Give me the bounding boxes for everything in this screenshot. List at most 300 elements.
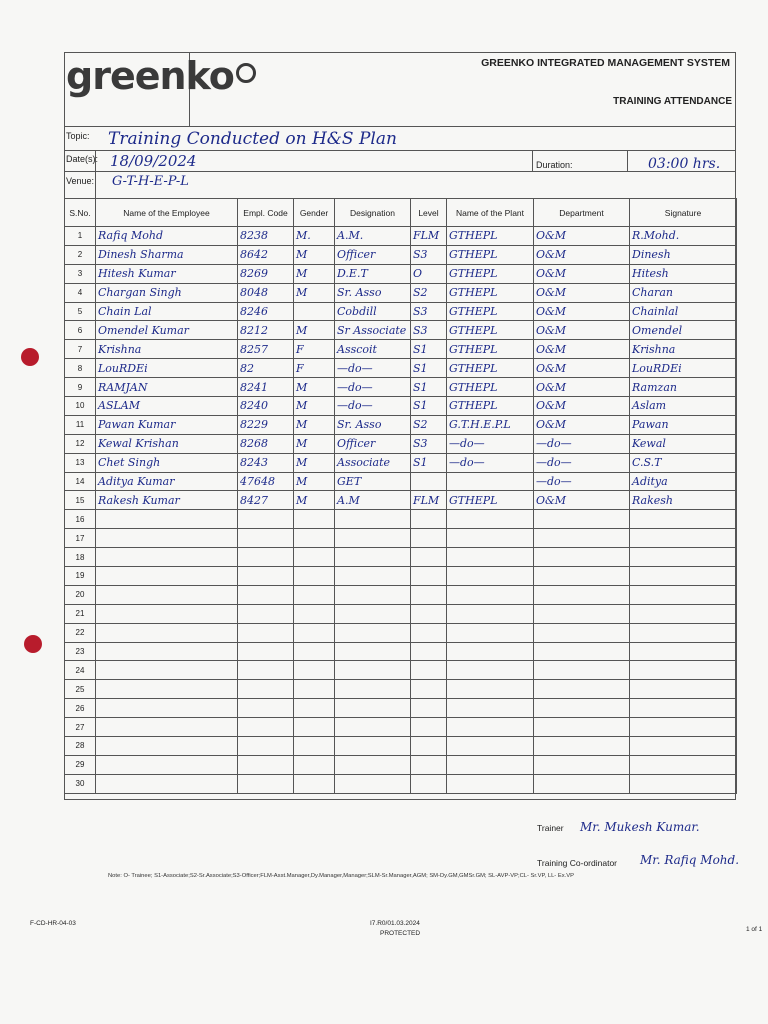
- employee-name: Hitesh Kumar: [96, 264, 238, 283]
- gender: M: [294, 453, 335, 472]
- greenko-logo: greenko: [66, 54, 256, 98]
- row-number: 22: [65, 623, 96, 642]
- level: [411, 642, 447, 661]
- row-number: 5: [65, 302, 96, 321]
- employee-code: 47648: [238, 472, 294, 491]
- level: [411, 699, 447, 718]
- employee-code: [238, 680, 294, 699]
- department: [534, 510, 630, 529]
- gender: [294, 718, 335, 737]
- employee-code: 8268: [238, 434, 294, 453]
- signature: Pawan: [630, 415, 737, 434]
- column-header: Department: [534, 199, 630, 227]
- level-legend-note: Note: O- Trainee; S1-Associate;S2-Sr.Associate;S3-Officer;FLM-Asst.Manager,Dy.Manager,Manager;SLM-Sr.Manager,AGM; SM-Dy.GM,GMSr.GM; SL-AVP-VP;CL- Sr.VP, LL- Ex.VP: [108, 873, 574, 879]
- row-number: 27: [65, 718, 96, 737]
- plant-name: [447, 585, 534, 604]
- gender: M: [294, 397, 335, 416]
- table-row: [65, 321, 737, 340]
- signature: Omendel: [630, 321, 737, 340]
- signature: C.S.T: [630, 453, 737, 472]
- plant-name: —do—: [447, 453, 534, 472]
- level: [411, 472, 447, 491]
- designation: —do—: [335, 397, 411, 416]
- row-number: 28: [65, 737, 96, 756]
- employee-name: Omendel Kumar: [96, 321, 238, 340]
- row-number: 26: [65, 699, 96, 718]
- gender: M.: [294, 227, 335, 246]
- department: [534, 737, 630, 756]
- gender: [294, 585, 335, 604]
- designation: [335, 623, 411, 642]
- row-number: 10: [65, 397, 96, 416]
- coordinator-value: Mr. Rafiq Mohd.: [640, 853, 740, 867]
- document-title: TRAINING ATTENDANCE: [613, 96, 732, 107]
- table-row: [65, 397, 737, 416]
- department: —do—: [534, 434, 630, 453]
- level: [411, 755, 447, 774]
- level: S1: [411, 378, 447, 397]
- divider: [64, 171, 736, 172]
- designation: [335, 699, 411, 718]
- department: O&M: [534, 378, 630, 397]
- signature: [630, 604, 737, 623]
- plant-name: GTHEPL: [447, 283, 534, 302]
- system-title: GREENKO INTEGRATED MANAGEMENT SYSTEM: [481, 57, 730, 69]
- department: [534, 585, 630, 604]
- gender: M: [294, 245, 335, 264]
- gender: [294, 548, 335, 567]
- employee-code: 8048: [238, 283, 294, 302]
- gender: M: [294, 472, 335, 491]
- plant-name: —do—: [447, 434, 534, 453]
- signature: [630, 567, 737, 586]
- row-number: 18: [65, 548, 96, 567]
- gender: M: [294, 378, 335, 397]
- gender: [294, 642, 335, 661]
- employee-name: Aditya Kumar: [96, 472, 238, 491]
- gender: M: [294, 415, 335, 434]
- designation: [335, 567, 411, 586]
- gender: M: [294, 264, 335, 283]
- table-row: [65, 680, 737, 699]
- plant-name: [447, 737, 534, 756]
- employee-code: 8642: [238, 245, 294, 264]
- level: S1: [411, 340, 447, 359]
- employee-code: 8238: [238, 227, 294, 246]
- gender: [294, 302, 335, 321]
- plant-name: [447, 661, 534, 680]
- gender: [294, 680, 335, 699]
- page-number: 1 of 1: [746, 926, 763, 933]
- employee-name: [96, 623, 238, 642]
- employee-name: [96, 604, 238, 623]
- designation: [335, 585, 411, 604]
- plant-name: GTHEPL: [447, 227, 534, 246]
- attendance-table: [64, 198, 737, 794]
- plant-name: GTHEPL: [447, 491, 534, 510]
- plant-name: GTHEPL: [447, 302, 534, 321]
- gender: M: [294, 491, 335, 510]
- designation: [335, 642, 411, 661]
- date-value: 18/09/2024: [110, 152, 197, 170]
- duration-value: 03:00 hrs.: [648, 156, 721, 172]
- date-label: Date(s):: [66, 154, 99, 164]
- table-row: [65, 548, 737, 567]
- column-header: Designation: [335, 199, 411, 227]
- row-number: 19: [65, 567, 96, 586]
- table-row: [65, 604, 737, 623]
- plant-name: [447, 699, 534, 718]
- department: —do—: [534, 472, 630, 491]
- employee-code: 8240: [238, 397, 294, 416]
- department: [534, 548, 630, 567]
- row-number: 30: [65, 774, 96, 793]
- divider: [532, 150, 533, 171]
- column-header: Signature: [630, 199, 737, 227]
- employee-name: Pawan Kumar: [96, 415, 238, 434]
- column-header: S.No.: [65, 199, 96, 227]
- level: S1: [411, 397, 447, 416]
- plant-name: [447, 623, 534, 642]
- table-row: [65, 699, 737, 718]
- employee-code: [238, 642, 294, 661]
- gender: [294, 737, 335, 756]
- coordinator-label: Training Co-ordinator: [537, 858, 617, 868]
- signature: [630, 510, 737, 529]
- row-number: 15: [65, 491, 96, 510]
- employee-name: [96, 548, 238, 567]
- plant-name: [447, 774, 534, 793]
- designation: [335, 718, 411, 737]
- gender: F: [294, 359, 335, 378]
- signature: [630, 548, 737, 567]
- employee-code: [238, 718, 294, 737]
- level: S3: [411, 321, 447, 340]
- row-number: 16: [65, 510, 96, 529]
- duration-label: Duration:: [536, 160, 573, 170]
- table-row: [65, 472, 737, 491]
- department: [534, 680, 630, 699]
- employee-code: 8427: [238, 491, 294, 510]
- plant-name: [447, 472, 534, 491]
- employee-code: [238, 567, 294, 586]
- designation: [335, 510, 411, 529]
- department: O&M: [534, 227, 630, 246]
- employee-code: 82: [238, 359, 294, 378]
- department: [534, 661, 630, 680]
- trainer-label: Trainer: [537, 823, 564, 833]
- employee-name: [96, 510, 238, 529]
- plant-name: GTHEPL: [447, 340, 534, 359]
- employee-code: [238, 737, 294, 756]
- row-number: 25: [65, 680, 96, 699]
- logo-mark-icon: [236, 63, 256, 83]
- level: [411, 680, 447, 699]
- table-row: [65, 491, 737, 510]
- level: S1: [411, 453, 447, 472]
- signature: Krishna: [630, 340, 737, 359]
- designation: A.M: [335, 491, 411, 510]
- table-row: [65, 453, 737, 472]
- designation: Cobdill: [335, 302, 411, 321]
- designation: GET: [335, 472, 411, 491]
- employee-name: Chain Lal: [96, 302, 238, 321]
- employee-code: [238, 623, 294, 642]
- punch-hole-mark: [24, 635, 42, 653]
- table-row: [65, 340, 737, 359]
- employee-name: RAMJAN: [96, 378, 238, 397]
- plant-name: [447, 548, 534, 567]
- level: [411, 623, 447, 642]
- designation: Asscoit: [335, 340, 411, 359]
- revision-code: I7.R0/01.03.2024: [370, 920, 420, 927]
- designation: Officer: [335, 245, 411, 264]
- employee-name: Rakesh Kumar: [96, 491, 238, 510]
- row-number: 7: [65, 340, 96, 359]
- table-row: [65, 642, 737, 661]
- employee-code: 8246: [238, 302, 294, 321]
- designation: [335, 680, 411, 699]
- level: S3: [411, 302, 447, 321]
- topic-label: Topic:: [66, 131, 90, 141]
- row-number: 2: [65, 245, 96, 264]
- row-number: 3: [65, 264, 96, 283]
- gender: [294, 661, 335, 680]
- plant-name: G.T.H.E.P.L: [447, 415, 534, 434]
- column-header: Gender: [294, 199, 335, 227]
- table-row: [65, 774, 737, 793]
- designation: D.E.T: [335, 264, 411, 283]
- level: [411, 661, 447, 680]
- level: [411, 529, 447, 548]
- signature: [630, 718, 737, 737]
- row-number: 24: [65, 661, 96, 680]
- plant-name: GTHEPL: [447, 245, 534, 264]
- table-body: [65, 227, 737, 794]
- gender: F: [294, 340, 335, 359]
- plant-name: [447, 567, 534, 586]
- signature: Chainlal: [630, 302, 737, 321]
- department: O&M: [534, 359, 630, 378]
- plant-name: GTHEPL: [447, 378, 534, 397]
- gender: [294, 510, 335, 529]
- column-header: Name of the Plant: [447, 199, 534, 227]
- table-row: [65, 755, 737, 774]
- column-header: Name of the Employee: [96, 199, 238, 227]
- trainer-value: Mr. Mukesh Kumar.: [580, 820, 700, 834]
- designation: Associate: [335, 453, 411, 472]
- row-number: 8: [65, 359, 96, 378]
- employee-name: ASLAM: [96, 397, 238, 416]
- gender: [294, 604, 335, 623]
- designation: Sr Associate: [335, 321, 411, 340]
- designation: —do—: [335, 359, 411, 378]
- employee-name: [96, 529, 238, 548]
- row-number: 12: [65, 434, 96, 453]
- column-header: Level: [411, 199, 447, 227]
- gender: M: [294, 321, 335, 340]
- employee-name: Kewal Krishan: [96, 434, 238, 453]
- employee-name: Rafiq Mohd: [96, 227, 238, 246]
- employee-name: [96, 699, 238, 718]
- table-row: [65, 245, 737, 264]
- signature: [630, 585, 737, 604]
- department: [534, 718, 630, 737]
- row-number: 13: [65, 453, 96, 472]
- level: S3: [411, 434, 447, 453]
- signature: [630, 623, 737, 642]
- employee-name: LouRDEi: [96, 359, 238, 378]
- signature: [630, 642, 737, 661]
- employee-name: [96, 642, 238, 661]
- signature: [630, 737, 737, 756]
- row-number: 4: [65, 283, 96, 302]
- designation: [335, 774, 411, 793]
- classification-label: PROTECTED: [380, 930, 421, 937]
- designation: [335, 604, 411, 623]
- signature: Aslam: [630, 397, 737, 416]
- row-number: 29: [65, 755, 96, 774]
- employee-name: [96, 718, 238, 737]
- table-row: [65, 227, 737, 246]
- level: FLM: [411, 227, 447, 246]
- row-number: 20: [65, 585, 96, 604]
- employee-code: [238, 699, 294, 718]
- table-row: [65, 378, 737, 397]
- divider: [64, 126, 736, 127]
- form-code: F-CD-HR-04-03: [30, 920, 76, 927]
- table-row: [65, 264, 737, 283]
- employee-name: Chargan Singh: [96, 283, 238, 302]
- signature: [630, 680, 737, 699]
- table-header-row: [65, 199, 737, 227]
- department: [534, 623, 630, 642]
- employee-code: [238, 604, 294, 623]
- employee-name: Chet Singh: [96, 453, 238, 472]
- employee-name: [96, 680, 238, 699]
- gender: [294, 623, 335, 642]
- employee-code: 8212: [238, 321, 294, 340]
- level: [411, 585, 447, 604]
- plant-name: [447, 529, 534, 548]
- divider: [627, 150, 628, 171]
- row-number: 21: [65, 604, 96, 623]
- designation: [335, 737, 411, 756]
- signature: Aditya: [630, 472, 737, 491]
- level: O: [411, 264, 447, 283]
- employee-code: 8241: [238, 378, 294, 397]
- designation: [335, 755, 411, 774]
- employee-code: [238, 755, 294, 774]
- level: [411, 774, 447, 793]
- signature: LouRDEi: [630, 359, 737, 378]
- level: S3: [411, 245, 447, 264]
- gender: [294, 529, 335, 548]
- designation: [335, 529, 411, 548]
- department: [534, 529, 630, 548]
- level: [411, 604, 447, 623]
- department: [534, 755, 630, 774]
- signature: Kewal: [630, 434, 737, 453]
- topic-value: Training Conducted on H&S Plan: [108, 129, 397, 149]
- gender: [294, 699, 335, 718]
- table-row: [65, 567, 737, 586]
- divider: [64, 150, 736, 151]
- employee-name: Dinesh Sharma: [96, 245, 238, 264]
- table-row: [65, 510, 737, 529]
- department: [534, 699, 630, 718]
- table-row: [65, 623, 737, 642]
- level: FLM: [411, 491, 447, 510]
- gender: [294, 755, 335, 774]
- signature: Charan: [630, 283, 737, 302]
- designation: Sr. Asso: [335, 283, 411, 302]
- employee-name: [96, 774, 238, 793]
- department: —do—: [534, 453, 630, 472]
- table-row: [65, 434, 737, 453]
- table-row: [65, 529, 737, 548]
- row-number: 6: [65, 321, 96, 340]
- signature: Ramzan: [630, 378, 737, 397]
- gender: M: [294, 434, 335, 453]
- signature: Rakesh: [630, 491, 737, 510]
- table-row: [65, 718, 737, 737]
- employee-name: [96, 567, 238, 586]
- employee-code: [238, 548, 294, 567]
- signature: [630, 699, 737, 718]
- employee-code: 8229: [238, 415, 294, 434]
- gender: [294, 774, 335, 793]
- department: [534, 774, 630, 793]
- table-row: [65, 585, 737, 604]
- level: S2: [411, 415, 447, 434]
- department: O&M: [534, 321, 630, 340]
- table-row: [65, 737, 737, 756]
- employee-name: Krishna: [96, 340, 238, 359]
- signature: [630, 529, 737, 548]
- table-row: [65, 359, 737, 378]
- department: O&M: [534, 245, 630, 264]
- row-number: 9: [65, 378, 96, 397]
- department: O&M: [534, 340, 630, 359]
- row-number: 14: [65, 472, 96, 491]
- table-row: [65, 415, 737, 434]
- level: [411, 548, 447, 567]
- level: S1: [411, 359, 447, 378]
- signature: [630, 661, 737, 680]
- employee-code: [238, 585, 294, 604]
- plant-name: [447, 642, 534, 661]
- employee-code: [238, 661, 294, 680]
- venue-value: G-T-H-E-P-L: [112, 174, 189, 189]
- employee-code: 8257: [238, 340, 294, 359]
- signature: [630, 774, 737, 793]
- designation: —do—: [335, 378, 411, 397]
- department: [534, 567, 630, 586]
- plant-name: [447, 510, 534, 529]
- plant-name: GTHEPL: [447, 321, 534, 340]
- venue-label: Venue:: [66, 176, 95, 186]
- signature: Hitesh: [630, 264, 737, 283]
- department: O&M: [534, 415, 630, 434]
- employee-code: [238, 529, 294, 548]
- employee-name: [96, 737, 238, 756]
- plant-name: GTHEPL: [447, 359, 534, 378]
- designation: Officer: [335, 434, 411, 453]
- row-number: 23: [65, 642, 96, 661]
- level: S2: [411, 283, 447, 302]
- department: O&M: [534, 302, 630, 321]
